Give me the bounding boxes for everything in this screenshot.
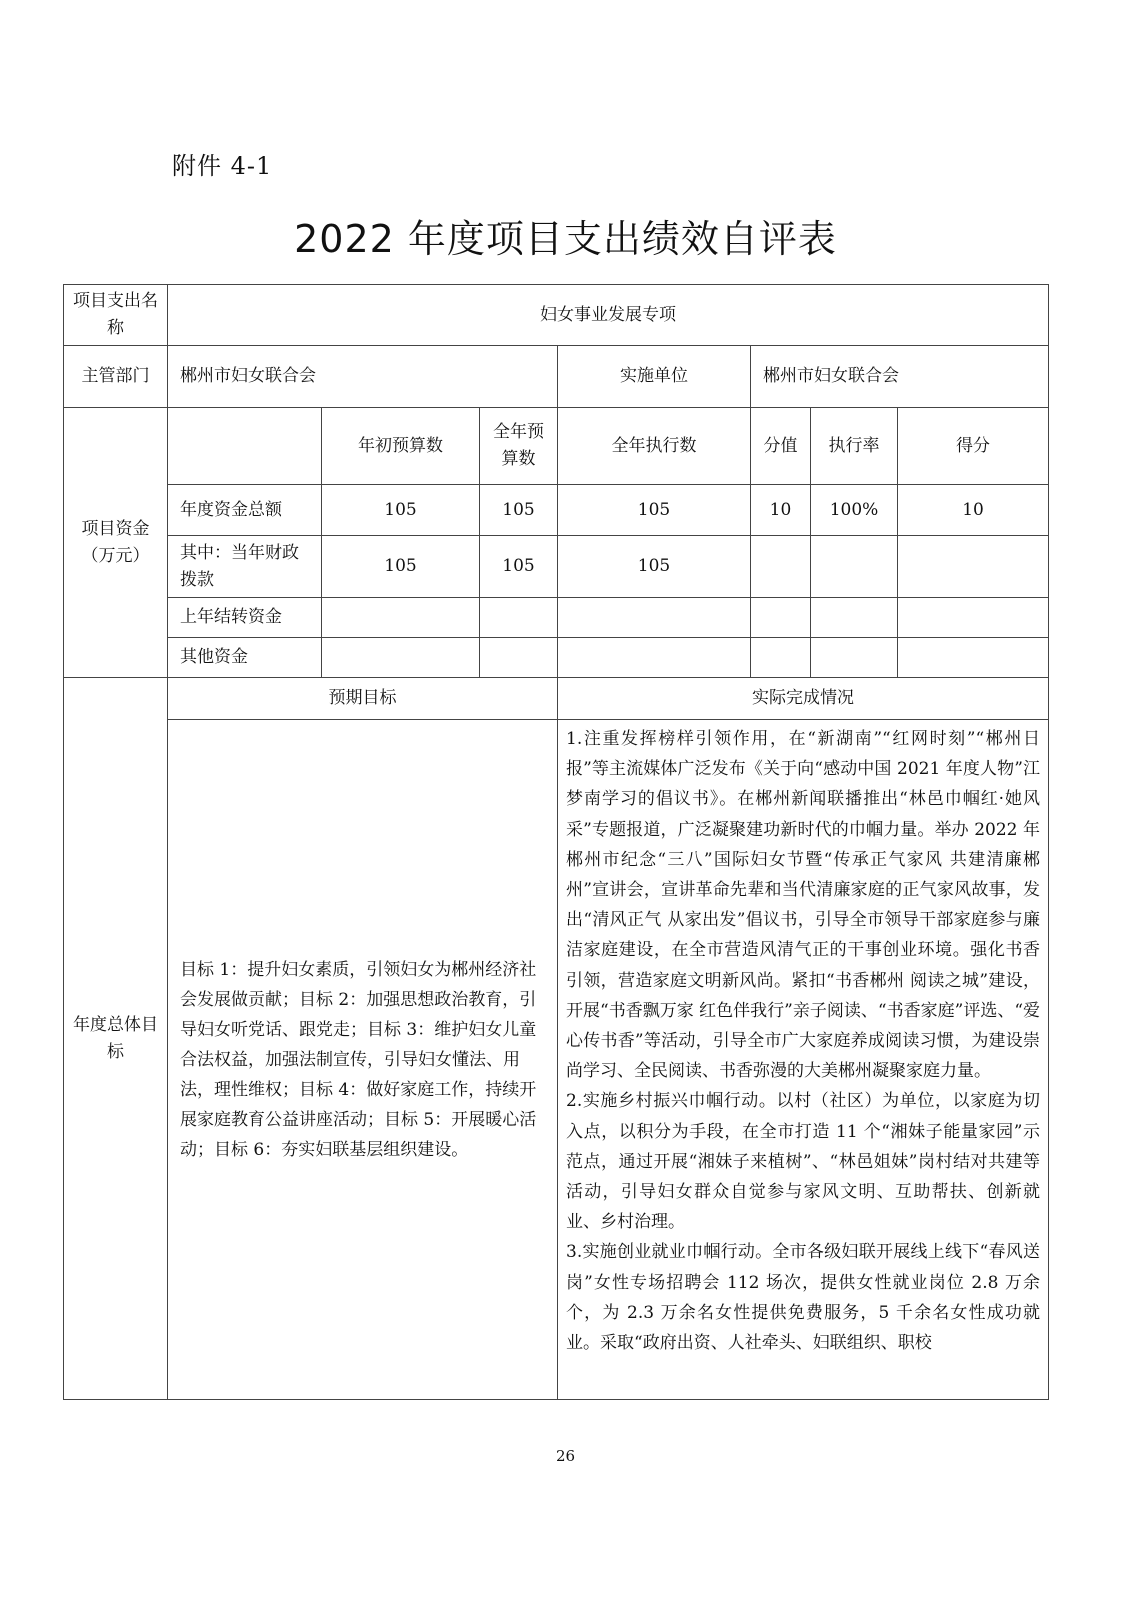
- funds-row-label: 年度资金总额: [168, 485, 322, 536]
- actual-completion-header: 实际完成情况: [558, 678, 1049, 720]
- funds-cell: 105: [322, 485, 480, 536]
- actual-paragraph: 3.实施创业就业巾帼行动。全市各级妇联开展线上线下“春风送岗”女性专场招聘会 112 场次，提供女性就业岗位 2.8 万余个，为 2.3 万余名女性提供免费服务，5 千余名女性成功就业。采取“政府出资、人社牵头、妇联组织、职校: [566, 1242, 1041, 1354]
- expected-goal-text: 目标 1：提升妇女素质，引领妇女为郴州经济社会发展做贡献；目标 2：加强思想政治教育，引导妇女听党话、跟党走；目标 3：维护妇女儿童合法权益，加强法制宣传，引导妇女懂法、用法，理性维权；目标 4：做好家庭工作，持续开展家庭教育公益讲座活动；目标 5：开展暖心活动；目标 6：夯实妇联基层组织建设。: [168, 720, 558, 1400]
- funds-cell: [811, 536, 898, 598]
- project-name-label: 项目支出名称: [64, 285, 168, 346]
- funds-row-label: 其他资金: [168, 638, 322, 678]
- actual-paragraph: 2.实施乡村振兴巾帼行动。以村（社区）为单位，以家庭为切入点，以积分为手段，在全市打造 11 个“湘妹子能量家园”示范点，通过开展“湘妹子来植树”、“林邑姐妹”岗村结对共建等活动，引导妇女群众自觉参与家风文明、互助帮扶、创新就业、乡村治理。: [566, 1091, 1041, 1233]
- funds-cell: 105: [322, 536, 480, 598]
- funds-header-cell: 年初预算数: [322, 408, 480, 485]
- funds-cell: 100%: [811, 485, 898, 536]
- performance-table: [63, 284, 1049, 1400]
- funds-cell: [751, 638, 811, 678]
- funds-header-blank: [168, 408, 322, 485]
- actual-completion-text: [558, 720, 1049, 1400]
- funds-cell: [898, 536, 1049, 598]
- funds-row: [64, 638, 1049, 678]
- funds-section-label: 项目资金（万元）: [64, 408, 168, 678]
- funds-cell: [322, 638, 480, 678]
- funds-cell: 10: [751, 485, 811, 536]
- goals-section-label: 年度总体目标: [64, 678, 168, 1400]
- attachment-label: 附件 4-1: [172, 152, 273, 180]
- dept-label: 主管部门: [64, 346, 168, 408]
- funds-row: [64, 598, 1049, 638]
- funds-cell: 105: [558, 536, 751, 598]
- funds-cell: [558, 638, 751, 678]
- expected-goal-header: 预期目标: [168, 678, 558, 720]
- funds-cell: [751, 536, 811, 598]
- funds-cell: 10: [898, 485, 1049, 536]
- funds-cell: [480, 598, 558, 638]
- funds-row: [64, 485, 1049, 536]
- funds-row-label: 其中：当年财政拨款: [168, 536, 322, 598]
- funds-cell: 105: [480, 485, 558, 536]
- funds-header-cell: 全年预算数: [480, 408, 558, 485]
- funds-header-cell: 分值: [751, 408, 811, 485]
- funds-cell: [480, 638, 558, 678]
- project-name-value: 妇女事业发展专项: [168, 285, 1049, 346]
- funds-header-cell: 执行率: [811, 408, 898, 485]
- funds-cell: 105: [558, 485, 751, 536]
- funds-cell: [898, 598, 1049, 638]
- actual-paragraph: 1.注重发挥榜样引领作用，在“新湖南”“红网时刻”“郴州日报”等主流媒体广泛发布《关于向“感动中国 2021 年度人物”江梦南学习的倡议书》。在郴州新闻联播推出“林邑巾帼红·她风采”专题报道，广泛凝聚建功新时代的巾帼力量。举办 2022 年郴州市纪念“三八”国际妇女节暨“传承正气家风 共建清廉郴州”宣讲会，宣讲革命先辈和当代清廉家庭的正气家风故事，发出“清风正气 从家出发”倡议书，引导全市领导干部家庭参与廉洁家庭建设，在全市营造风清气正的干事创业环境。强化书香引领，营造家庭文明新风尚。紧扣“书香郴州 阅读之城”建设，开展“书香飘万家 红色伴我行”亲子阅读、“书香家庭”评选、“爱心传书香”等活动，引导全市广大家庭养成阅读习惯，为建设崇尚学习、全民阅读、书香弥漫的大美郴州凝聚家庭力量。: [566, 729, 1041, 1082]
- funds-cell: [558, 598, 751, 638]
- funds-header-cell: 得分: [898, 408, 1049, 485]
- funds-cell: 105: [480, 536, 558, 598]
- funds-cell: [751, 598, 811, 638]
- funds-row-label: 上年结转资金: [168, 598, 322, 638]
- page-number: 26: [555, 1447, 576, 1465]
- funds-cell: [811, 638, 898, 678]
- goals-header-row: [64, 678, 1049, 720]
- funds-cell: [898, 638, 1049, 678]
- unit-value: 郴州市妇女联合会: [751, 346, 1049, 408]
- funds-cell: [322, 598, 480, 638]
- goals-content-row: [64, 720, 1049, 1400]
- funds-cell: [811, 598, 898, 638]
- funds-header-row: [64, 408, 1049, 485]
- unit-label: 实施单位: [558, 346, 751, 408]
- funds-header-cell: 全年执行数: [558, 408, 751, 485]
- department-row: [64, 346, 1049, 408]
- funds-row: [64, 536, 1049, 598]
- page-title: 2022 年度项目支出绩效自评表: [294, 217, 837, 261]
- dept-value: 郴州市妇女联合会: [168, 346, 558, 408]
- project-name-row: [64, 285, 1049, 346]
